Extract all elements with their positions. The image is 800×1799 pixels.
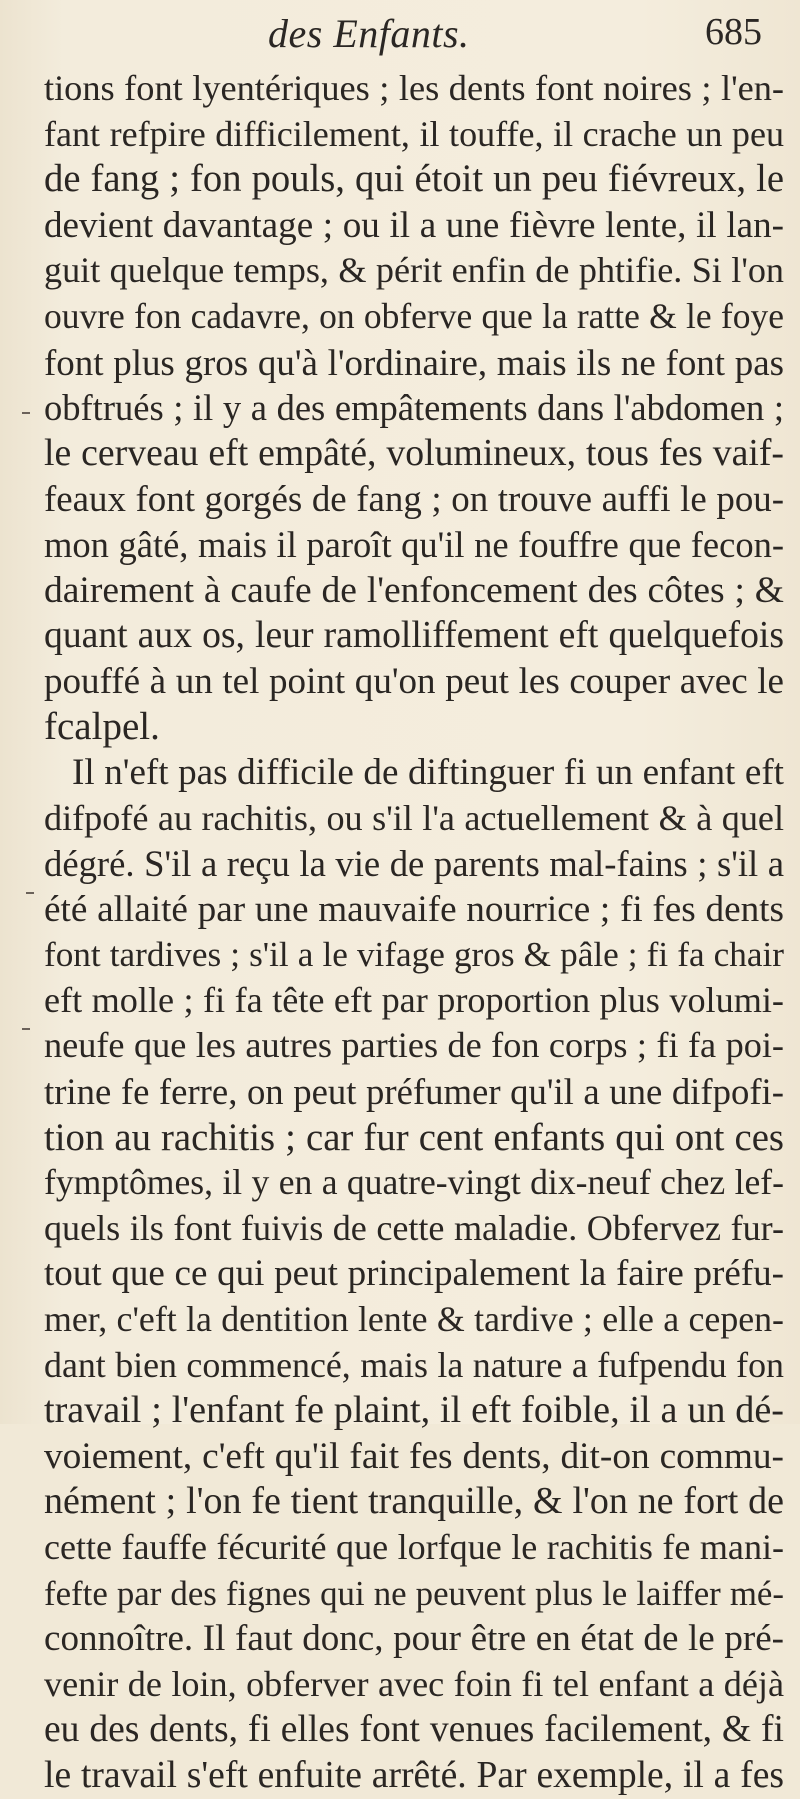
text-line: pouffé à un tel point qu'on peut les couper avec le bbox=[44, 660, 784, 702]
text-line: fefte par des fignes qui ne peuvent plus le laiffer mé- bbox=[44, 1573, 784, 1613]
text-line: fant refpire difficilement, il touffe, il crache un peu bbox=[44, 113, 784, 154]
text-line: eft molle ; fi fa tête eft par proportion plus volumi- bbox=[44, 979, 784, 1020]
text-line: quels ils font fuivis de cette maladie. Obfervez fur- bbox=[44, 1207, 784, 1248]
text-line: voiement, c'eft qu'il fait fes dents, dit-on commu- bbox=[44, 1435, 784, 1477]
text-line: neufe que les autres parties de fon corps ; fi fa poi- bbox=[44, 1025, 784, 1066]
margin-mark bbox=[26, 892, 34, 894]
text-line: dairement à caufe de l'enfoncement des côtes ; & bbox=[44, 569, 784, 611]
paragraph-end-line: fcalpel. bbox=[44, 705, 160, 749]
margin-mark bbox=[22, 1028, 30, 1030]
text-line: tout que ce qui peut principalement la faire préfu- bbox=[44, 1253, 784, 1295]
text-line: font plus gros qu'à l'ordinaire, mais ils ne font pas bbox=[44, 341, 784, 383]
text-line: obftrués ; il y a des empâtements dans l'abdomen ; bbox=[44, 387, 784, 429]
text-line: nément ; l'on fe tient tranquille, & l'on ne fort de bbox=[44, 1480, 784, 1523]
text-line: font tardives ; s'il a le vifage gros & pâle ; fi fa chair bbox=[44, 935, 784, 975]
body-text bbox=[44, 66, 784, 1799]
text-line: été allaité par une mauvaife nourrice ; fi fes dents bbox=[44, 888, 784, 930]
text-line: cette fauffe fécurité que lorfque le rachitis fe mani- bbox=[44, 1527, 784, 1567]
text-line: mon gâté, mais il paroît qu'il ne fouffre que fecon- bbox=[44, 523, 784, 565]
text-line: tions font lyentériques ; les dents font noires ; l'en- bbox=[44, 68, 784, 108]
paragraph-start-line: Il n'eft pas difficile de diftinguer fi un enfant eft bbox=[72, 751, 784, 793]
text-line: venir de loin, obferver avec foin fi tel enfant a déjà bbox=[44, 1663, 784, 1704]
margin-mark bbox=[22, 412, 30, 414]
text-line: mer, c'eft la dentition lente & tardive ; elle a cepen- bbox=[44, 1299, 784, 1340]
text-line: feaux font gorgés de fang ; on trouve auffi le pou- bbox=[44, 478, 784, 520]
text-line: travail ; l'enfant fe plaint, il eft foible, il a un dé- bbox=[44, 1389, 784, 1432]
text-line: fymptômes, il y en a quatre-vingt dix-neuf chez lef- bbox=[44, 1162, 784, 1203]
text-line: quant aux os, leur ramolliffement eft quelquefois bbox=[44, 614, 784, 657]
text-line: guit quelque temps, & périt enfin de phtifie. Si l'on bbox=[44, 250, 784, 291]
running-title: des Enfants. bbox=[268, 11, 470, 56]
text-line: le cerveau eft empâté, volumineux, tous fes vaif- bbox=[44, 431, 784, 474]
text-line: ouvre fon cadavre, on obferve que la ratte & le foye bbox=[44, 295, 784, 336]
text-line: trine fe ferre, on peut préfumer qu'il a une difpofi- bbox=[44, 1071, 784, 1113]
page-header bbox=[0, 8, 800, 56]
text-line: devient davantage ; ou il a une fièvre lente, il lan- bbox=[44, 204, 784, 246]
text-line: de fang ; fon pouls, qui étoit un peu fiévreux, le bbox=[44, 158, 784, 201]
page-number: 685 bbox=[705, 11, 762, 53]
text-line: dégré. S'il a reçu la vie de parents mal-fains ; s'il a bbox=[44, 843, 784, 885]
text-line: connoître. Il faut donc, pour être en état de le pré- bbox=[44, 1618, 784, 1660]
text-line: tion au rachitis ; car fur cent enfants qui ont ces bbox=[44, 1115, 784, 1159]
text-line: le travail s'eft enfuite arrêté. Par exemple, il a fes bbox=[44, 1754, 784, 1796]
text-line: eu des dents, fi elles font venues facilement, & fi bbox=[44, 1709, 784, 1751]
text-line: dant bien commencé, mais la nature a fufpendu fon bbox=[44, 1344, 784, 1385]
text-line: difpofé au rachitis, ou s'il l'a actuellement & à quel bbox=[44, 797, 784, 838]
